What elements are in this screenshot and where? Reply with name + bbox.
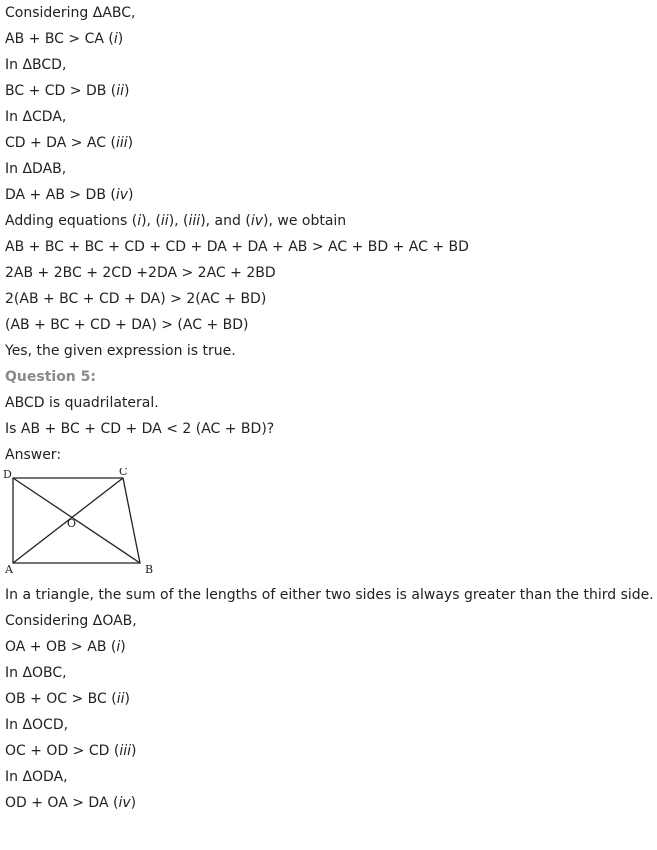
text-line: Considering ΔABC, (5, 5, 136, 21)
text-line: In ΔOBC, (5, 665, 67, 681)
theorem-statement: In a triangle, the sum of the lengths of either two sides is always greater than the third side. (5, 587, 654, 603)
question-text: ABCD is quadrilateral. (5, 395, 159, 411)
answer-label: Answer: (5, 447, 62, 463)
quadrilateral-figure (3, 468, 163, 582)
quadrilateral-diagram (3, 468, 163, 582)
text-line: In ΔBCD, (5, 57, 67, 73)
equation-line: 2(AB + BC + CD + DA) > 2(AC + BD) (5, 291, 267, 307)
inequality-line: CD + DA > AC (iii) (5, 135, 134, 151)
diagonal-db (13, 478, 140, 563)
vertex-label-a: A (5, 563, 13, 576)
question-text: Is AB + BC + CD + DA < 2 (AC + BD)? (5, 421, 275, 437)
vertex-label-c: C (119, 468, 128, 478)
inequality-line: OC + OD > CD (iii) (5, 743, 137, 759)
text-line: Considering ΔOAB, (5, 613, 137, 629)
vertex-label-o: O (67, 517, 77, 530)
inequality-line: BC + CD > DB (ii) (5, 83, 130, 99)
question-heading: Question 5: (5, 369, 96, 385)
equation-line: AB + BC + BC + CD + CD + DA + DA + AB > AC + BD + AC + BD (5, 239, 469, 255)
text-line: Adding equations (i), (ii), (iii), and (iv), we obtain (5, 213, 347, 229)
solution-page (5, 0, 657, 816)
inequality-line: OD + OA > DA (iv) (5, 795, 137, 811)
vertex-label-d: D (3, 468, 12, 481)
text-line: In ΔCDA, (5, 109, 67, 125)
conclusion-line: Yes, the given expression is true. (5, 343, 236, 359)
text-line: In ΔOCD, (5, 717, 69, 733)
inequality-line: DA + AB > DB (iv) (5, 187, 134, 203)
equation-line: (AB + BC + CD + DA) > (AC + BD) (5, 317, 249, 333)
inequality-line: OB + OC > BC (ii) (5, 691, 130, 707)
text-line: In ΔDAB, (5, 161, 67, 177)
inequality-line: AB + BC > CA (i) (5, 31, 124, 47)
equation-line: 2AB + 2BC + 2CD +2DA > 2AC + 2BD (5, 265, 276, 281)
inequality-line: OA + OB > AB (i) (5, 639, 126, 655)
vertex-label-b: B (145, 563, 154, 576)
text-line: In ΔODA, (5, 769, 68, 785)
